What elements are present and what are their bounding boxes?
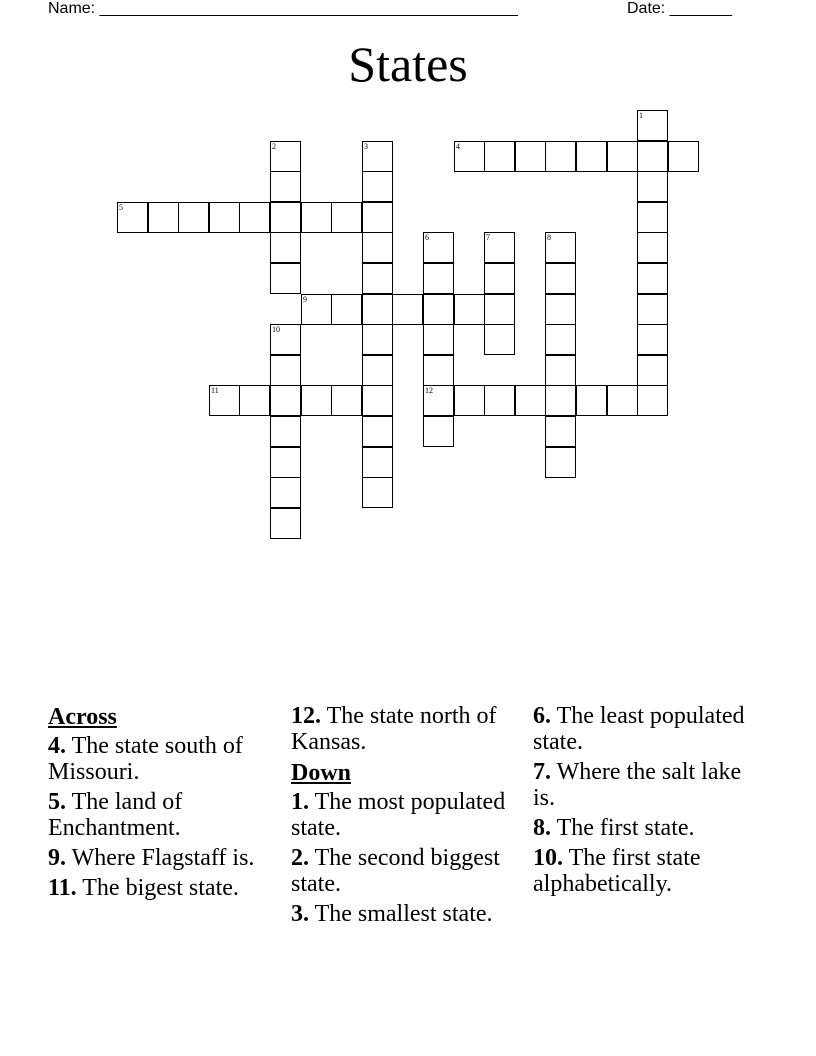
crossword-cell[interactable] <box>270 141 301 172</box>
clue-text: The state south of Missouri. <box>48 733 243 785</box>
crossword-cell[interactable] <box>423 232 454 263</box>
crossword-cell[interactable] <box>117 202 148 233</box>
crossword-cell[interactable] <box>362 324 393 355</box>
crossword-cell[interactable] <box>668 141 699 172</box>
crossword-cell[interactable] <box>362 477 393 508</box>
clue-text: The land of Enchantment. <box>48 789 183 841</box>
clue-number: 2. <box>291 845 309 871</box>
crossword-cell[interactable] <box>362 232 393 263</box>
crossword-cell[interactable] <box>545 232 576 263</box>
cell-number: 2 <box>272 142 276 151</box>
cell-number: 10 <box>272 325 280 334</box>
clue-down-3 <box>291 901 526 927</box>
clue-text: Where Flagstaff is. <box>71 845 255 871</box>
crossword-cell[interactable] <box>576 385 607 416</box>
clue-number: 8. <box>533 815 551 841</box>
clue-down-10 <box>533 845 768 897</box>
crossword-cell[interactable] <box>545 416 576 447</box>
clue-down-2 <box>291 845 526 897</box>
crossword-cell[interactable] <box>484 324 515 355</box>
crossword-cell[interactable] <box>423 385 454 416</box>
clues-column-1 <box>48 703 283 905</box>
cell-number: 5 <box>119 203 123 212</box>
crossword-cell[interactable] <box>301 385 332 416</box>
crossword-cell[interactable] <box>362 447 393 478</box>
clue-across-5 <box>48 789 283 841</box>
clue-number: 3. <box>291 901 309 927</box>
across-heading: Across <box>48 704 117 730</box>
crossword-cell[interactable] <box>423 416 454 447</box>
cell-number: 4 <box>456 142 460 151</box>
crossword-cell[interactable] <box>270 355 301 386</box>
crossword-cell[interactable] <box>423 324 454 355</box>
clues-section <box>48 703 768 963</box>
crossword-cell[interactable] <box>515 141 546 172</box>
crossword-cell[interactable] <box>362 355 393 386</box>
crossword-cell[interactable] <box>270 508 301 539</box>
crossword-cell[interactable] <box>637 202 668 233</box>
crossword-cell[interactable] <box>637 171 668 202</box>
crossword-cell[interactable] <box>545 447 576 478</box>
crossword-cell[interactable] <box>545 263 576 294</box>
crossword-cell[interactable] <box>270 416 301 447</box>
crossword-cell[interactable] <box>362 263 393 294</box>
clue-down-8 <box>533 815 768 841</box>
crossword-cell[interactable] <box>607 385 638 416</box>
clue-number: 5. <box>48 789 66 815</box>
crossword-cell[interactable] <box>423 294 454 325</box>
crossword-cell[interactable] <box>331 202 362 233</box>
crossword-cell[interactable] <box>178 202 209 233</box>
clue-number: 7. <box>533 759 551 785</box>
crossword-cell[interactable] <box>545 294 576 325</box>
cell-number: 3 <box>364 142 368 151</box>
clue-down-6 <box>533 703 768 755</box>
cell-number: 12 <box>425 386 433 395</box>
clue-text: The most populated state. <box>291 789 506 841</box>
crossword-cell[interactable] <box>239 385 270 416</box>
crossword-cell[interactable] <box>484 141 515 172</box>
page-title: States <box>348 36 468 92</box>
clue-text: The first state alphabetically. <box>533 845 701 897</box>
crossword-cell[interactable] <box>545 385 576 416</box>
crossword-cell[interactable] <box>270 263 301 294</box>
crossword-cell[interactable] <box>545 324 576 355</box>
clue-text: The least populated state. <box>533 703 745 755</box>
crossword-cell[interactable] <box>484 263 515 294</box>
crossword-cell[interactable] <box>301 202 332 233</box>
crossword-cell[interactable] <box>270 324 301 355</box>
cell-number: 11 <box>211 386 219 395</box>
crossword-cell[interactable] <box>484 232 515 263</box>
clue-down-1 <box>291 789 526 841</box>
crossword-cell[interactable] <box>545 141 576 172</box>
crossword-cell[interactable] <box>637 232 668 263</box>
crossword-cell[interactable] <box>362 416 393 447</box>
crossword-cell[interactable] <box>423 263 454 294</box>
clue-text: Where the salt lake is. <box>533 759 742 811</box>
crossword-cell[interactable] <box>209 385 240 416</box>
crossword-cell[interactable] <box>423 355 454 386</box>
crossword-cell[interactable] <box>362 385 393 416</box>
clue-down-7 <box>533 759 768 811</box>
crossword-cell[interactable] <box>362 294 393 325</box>
cell-number: 6 <box>425 233 429 242</box>
crossword-cell[interactable] <box>270 477 301 508</box>
date-field-line: Date: _______ <box>627 0 732 17</box>
crossword-cell[interactable] <box>362 202 393 233</box>
crossword-cell[interactable] <box>637 385 668 416</box>
down-heading: Down <box>291 760 352 786</box>
name-field-line: Name: _______________________________________________ <box>48 0 518 17</box>
crossword-cell[interactable] <box>270 385 301 416</box>
clue-across-9 <box>48 845 283 871</box>
clue-number: 4. <box>48 733 66 759</box>
clue-number: 1. <box>291 789 309 815</box>
clues-column-3 <box>533 703 768 901</box>
crossword-cell[interactable] <box>239 202 270 233</box>
clue-number: 9. <box>48 845 66 871</box>
clue-text: The bigest state. <box>82 875 239 901</box>
crossword-cell[interactable] <box>454 141 485 172</box>
crossword-cell[interactable] <box>331 385 362 416</box>
crossword-cell[interactable] <box>270 447 301 478</box>
crossword-cell[interactable] <box>362 141 393 172</box>
clues-column-2 <box>291 703 526 931</box>
crossword-cell[interactable] <box>301 294 332 325</box>
crossword-cell[interactable] <box>209 202 240 233</box>
clue-number: 6. <box>533 703 551 729</box>
crossword-cell[interactable] <box>270 232 301 263</box>
crossword-cell[interactable] <box>637 294 668 325</box>
crossword-cell[interactable] <box>637 110 668 141</box>
clue-text: The first state. <box>556 815 695 841</box>
clue-text: The state north of Kansas. <box>291 703 497 755</box>
cell-number: 9 <box>303 295 307 304</box>
cell-number: 8 <box>547 233 551 242</box>
clue-number: 10. <box>533 845 563 871</box>
crossword-cell[interactable] <box>637 263 668 294</box>
cell-number: 1 <box>639 111 643 120</box>
crossword-cell[interactable] <box>607 141 638 172</box>
crossword-cell[interactable] <box>515 385 546 416</box>
crossword-cell[interactable] <box>484 294 515 325</box>
clue-across-12 <box>291 703 526 755</box>
clue-number: 11. <box>48 875 77 901</box>
crossword-cell[interactable] <box>576 141 607 172</box>
crossword-cell[interactable] <box>331 294 362 325</box>
clue-across-11 <box>48 875 283 901</box>
crossword-cell[interactable] <box>637 141 668 172</box>
clue-across-4 <box>48 733 283 785</box>
clue-text: The smallest state. <box>314 901 493 927</box>
crossword-cell[interactable] <box>392 294 423 325</box>
crossword-cell[interactable] <box>545 355 576 386</box>
crossword-cell[interactable] <box>148 202 179 233</box>
crossword-cell[interactable] <box>454 294 485 325</box>
crossword-cell[interactable] <box>270 171 301 202</box>
cell-number: 7 <box>486 233 490 242</box>
crossword-cell[interactable] <box>637 324 668 355</box>
crossword-cell[interactable] <box>362 171 393 202</box>
crossword-cell[interactable] <box>637 355 668 386</box>
crossword-cell[interactable] <box>484 385 515 416</box>
clue-text: The second biggest state. <box>291 845 500 897</box>
crossword-cell[interactable] <box>270 202 301 233</box>
crossword-cell[interactable] <box>454 385 485 416</box>
clue-number: 12. <box>291 703 321 729</box>
